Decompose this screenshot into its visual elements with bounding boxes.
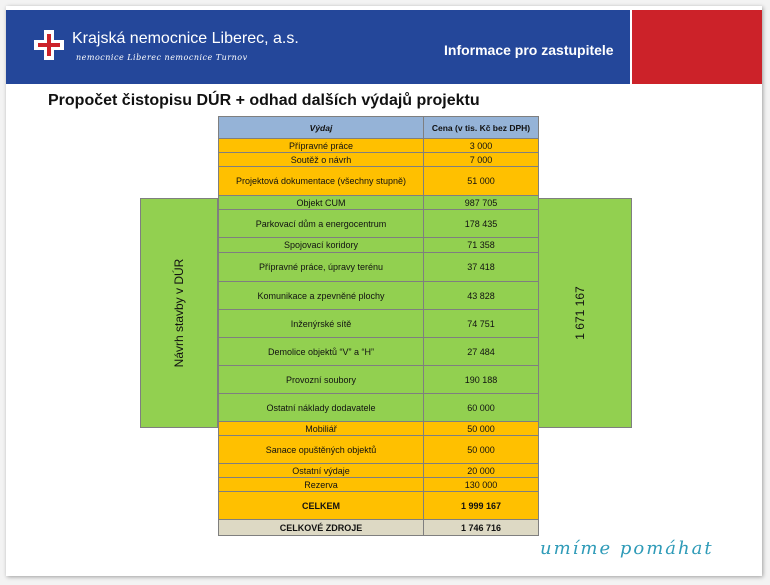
row-label: Objekt CUM — [219, 196, 424, 210]
row-value: 3 000 — [424, 139, 539, 153]
row-value: 20 000 — [424, 464, 539, 478]
table-row — [219, 139, 539, 153]
row-value: 50 000 — [424, 422, 539, 436]
row-value: 27 484 — [424, 338, 539, 366]
budget-table — [218, 116, 539, 536]
row-value: 178 435 — [424, 210, 539, 238]
row-label: Inženýrské sítě — [219, 310, 424, 338]
table-row — [219, 167, 539, 196]
table-row — [219, 196, 539, 210]
table-header-row — [219, 117, 539, 139]
table-row — [219, 422, 539, 436]
table-row — [219, 238, 539, 253]
header — [6, 6, 762, 84]
row-label: Parkovací dům a energocentrum — [219, 210, 424, 238]
row-label: Přípravné práce, úpravy terénu — [219, 253, 424, 282]
row-value: 190 188 — [424, 366, 539, 394]
row-value: 130 000 — [424, 478, 539, 492]
slogan: umíme pomáhat — [540, 538, 714, 559]
row-value: 50 000 — [424, 436, 539, 464]
header-info: Informace pro zastupitele — [444, 42, 614, 58]
table-row — [219, 310, 539, 338]
table-row — [219, 153, 539, 167]
row-label: Demolice objektů “V” a “H” — [219, 338, 424, 366]
logo-name: Krajská nemocnice Liberec, a.s. — [72, 30, 299, 47]
table-row — [219, 478, 539, 492]
row-value: 74 751 — [424, 310, 539, 338]
table-row — [219, 394, 539, 422]
row-value: 43 828 — [424, 282, 539, 310]
row-value: 7 000 — [424, 153, 539, 167]
header-price: Cena (v tis. Kč bez DPH) — [424, 117, 539, 139]
side-block-right — [528, 198, 632, 428]
row-label: Sanace opuštěných objektů — [219, 436, 424, 464]
table-row — [219, 210, 539, 238]
header-expense: Výdaj — [219, 117, 424, 139]
row-label: CELKOVÉ ZDROJE — [219, 520, 424, 536]
row-label: Ostatní náklady dodavatele — [219, 394, 424, 422]
hospital-cross-icon — [32, 28, 66, 62]
logo-subtitle: nemocnice Liberec nemocnice Turnov — [76, 53, 248, 62]
slide — [6, 6, 762, 576]
table-row — [219, 338, 539, 366]
table-row-total — [219, 492, 539, 520]
row-value: 37 418 — [424, 253, 539, 282]
row-label: Mobiliář — [219, 422, 424, 436]
row-value: 51 000 — [424, 167, 539, 196]
row-value: 987 705 — [424, 196, 539, 210]
row-label: Rezerva — [219, 478, 424, 492]
row-label: Ostatní výdaje — [219, 464, 424, 478]
row-label: Přípravné práce — [219, 139, 424, 153]
row-value: 60 000 — [424, 394, 539, 422]
row-label: Projektová dokumentace (všechny stupně) — [219, 167, 424, 196]
table-row — [219, 464, 539, 478]
row-value: 1 999 167 — [424, 492, 539, 520]
row-label: Soutěž o návrh — [219, 153, 424, 167]
row-value: 71 358 — [424, 238, 539, 253]
row-label: Provozní soubory — [219, 366, 424, 394]
header-red-band — [632, 10, 762, 84]
side-left-label: Návrh stavby v DÚR — [172, 258, 186, 368]
page-title: Propočet čistopisu DÚR + odhad dalších výdajů projektu — [48, 92, 480, 109]
table-row — [219, 436, 539, 464]
table-row-sources — [219, 520, 539, 536]
row-label: Komunikace a zpevněné plochy — [219, 282, 424, 310]
table-row — [219, 253, 539, 282]
row-label: Spojovací koridory — [219, 238, 424, 253]
side-right-value: 1 671 167 — [573, 286, 587, 340]
table-row — [219, 366, 539, 394]
row-value: 1 746 716 — [424, 520, 539, 536]
table-row — [219, 282, 539, 310]
side-block-left — [140, 198, 218, 428]
row-label: CELKEM — [219, 492, 424, 520]
